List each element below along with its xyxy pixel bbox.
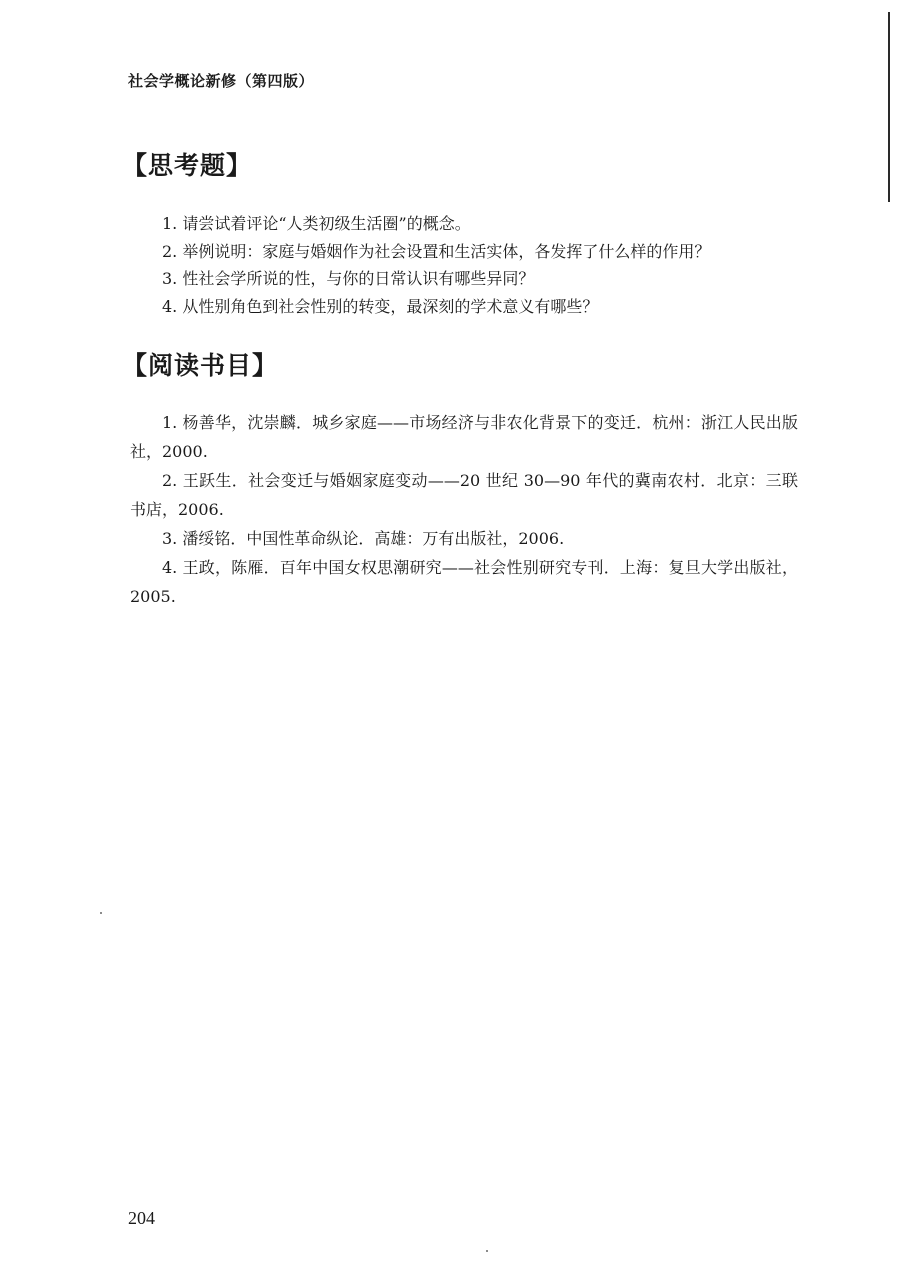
running-header: 社会学概论新修（第四版） bbox=[128, 72, 315, 90]
reading-item-4: 4. 王政，陈雁．百年中国女权思潮研究——社会性别研究专刊．上海：复旦大学出版社，2005. bbox=[130, 558, 798, 606]
reading-list bbox=[130, 408, 798, 611]
questions-heading: 【思考题】 bbox=[122, 151, 253, 180]
page-edge-line bbox=[888, 12, 890, 202]
scan-speck bbox=[486, 1250, 488, 1252]
question-item-1: 1. 请尝试着评论“人类初级生活圈”的概念。 bbox=[162, 214, 471, 233]
question-item-3: 3. 性社会学所说的性，与你的日常认识有哪些异同？ bbox=[162, 269, 535, 288]
reading-item-3: 3. 潘绥铭．中国性革命纵论．高雄：万有出版社，2006. bbox=[162, 529, 565, 548]
page-number: 204 bbox=[128, 1208, 155, 1228]
scan-speck bbox=[100, 912, 102, 914]
reading-item-1: 1. 杨善华，沈崇麟．城乡家庭——市场经济与非农化背景下的变迁．杭州：浙江人民出版社，2000. bbox=[130, 413, 798, 461]
question-item-4: 4. 从性别角色到社会性别的转变，最深刻的学术意义有哪些？ bbox=[162, 296, 599, 316]
reading-heading: 【阅读书目】 bbox=[122, 351, 279, 380]
question-item-2: 2. 举例说明：家庭与婚姻作为社会设置和生活实体，各发挥了什么样的作用？ bbox=[162, 241, 711, 261]
questions-list bbox=[162, 210, 842, 320]
reading-item-2: 2. 王跃生．社会变迁与婚姻家庭变动——20 世纪 30—90 年代的冀南农村．北京：三联书店，2006. bbox=[130, 471, 798, 519]
